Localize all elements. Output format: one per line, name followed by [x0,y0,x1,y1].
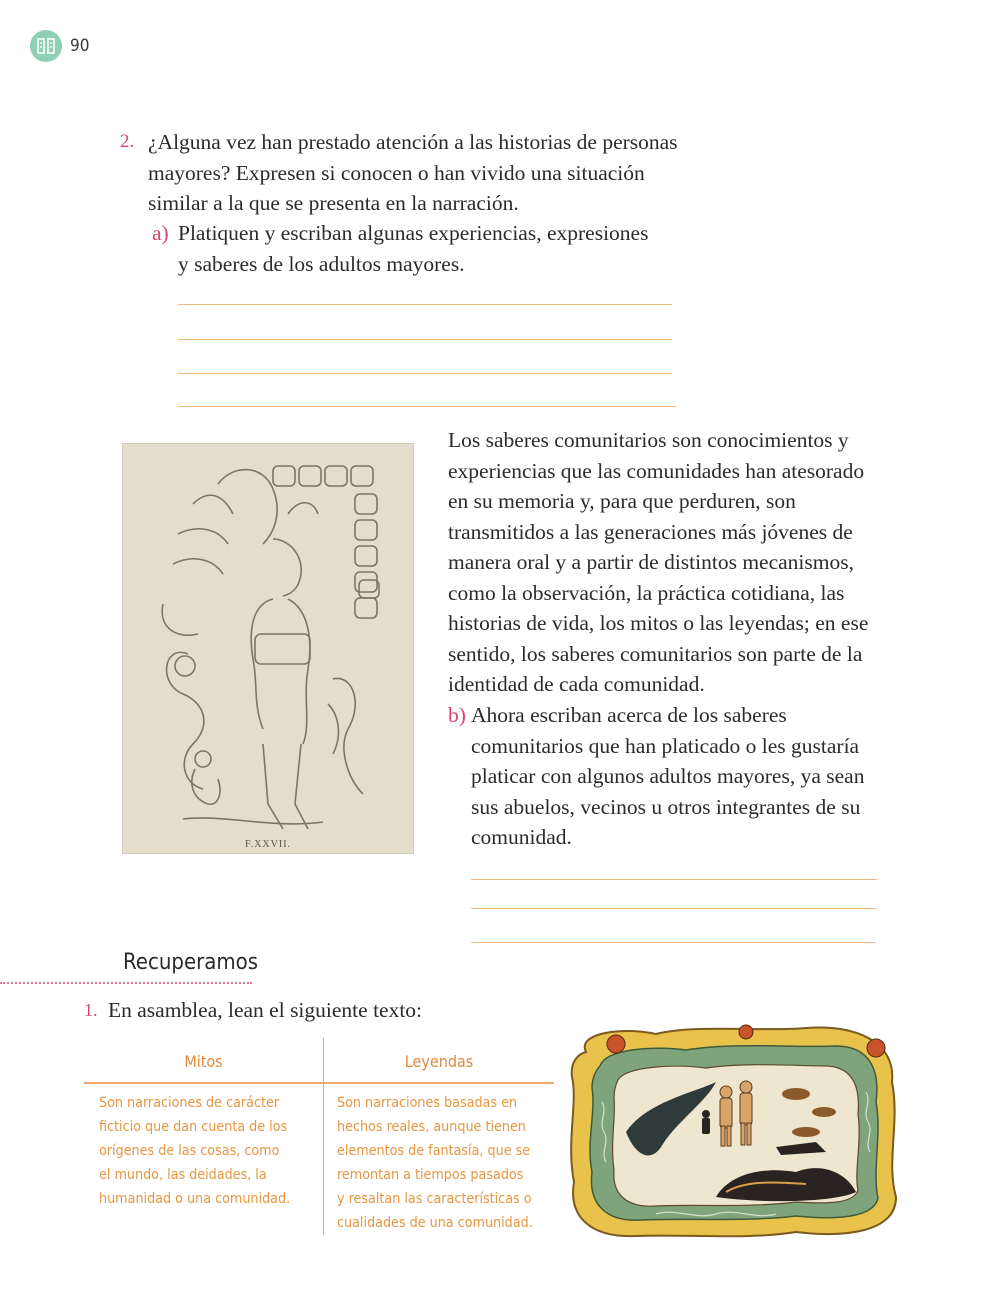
figure-label: F.XXVII. [244,839,292,850]
question-number: 2. [120,131,135,152]
text-line: historias de vida, los mitos o las leyendas; en ese [448,611,869,635]
text-line: como la observación, la práctica cotidiana, las [448,580,845,605]
column-header-mitos: Mitos [184,1052,223,1071]
item-marker: b) [448,703,466,727]
text-line: platicar con algunos adultos mayores, ya sean [471,764,865,788]
text-line: cualidades de una comunidad. [337,1215,533,1231]
answer-line[interactable] [471,879,877,880]
saberes-paragraph [448,425,888,700]
text-line: Son narraciones de carácter [99,1095,280,1111]
text-line: identidad de cada comunidad. [448,672,705,696]
text-line: sus abuelos, vecinos u otros integrantes de su [471,794,861,819]
item-b [448,700,888,853]
item-a [152,218,692,279]
text-line: comunidad. [471,825,572,849]
text-line: En asamblea, lean el siguiente texto: [108,998,423,1022]
page-number: 90 [70,36,90,56]
text-line: humanidad o una comunidad. [99,1191,291,1207]
section-divider [0,982,252,984]
text-line: hechos reales, aunque tienen [337,1119,526,1135]
page-header [30,30,89,62]
leyendas-definition [337,1091,554,1235]
text-line: sentido, los saberes comunitarios son parte de la [448,641,863,666]
text-line: Platiquen y escriban algunas experiencias, expresiones [178,221,649,245]
section-title: Recuperamos [123,950,259,975]
text-line: elementos de fantasía, que se [337,1143,531,1159]
text-line: comunitarios que han platicado o les gustaría [471,733,860,758]
text-line: transmitidos a las generaciones más jóvenes de [448,519,853,544]
book-icon [30,30,62,62]
text-line: orígenes de las cosas, como [99,1143,280,1159]
text-line: ¿Alguna vez han prestado atención a las historias de personas [148,130,678,154]
question-2 [120,127,700,219]
text-line: el mundo, las deidades, la [99,1167,267,1183]
text-line: experiencias que las comunidades han atesorado [448,458,865,483]
question-number: 1. [84,1000,98,1020]
answer-line[interactable] [471,942,876,943]
question-1 [84,995,584,1026]
answer-line[interactable] [471,908,876,909]
answer-line[interactable] [178,373,672,374]
answer-line[interactable] [178,339,672,340]
text-line: manera oral y a partir de distintos mecanismos, [448,550,854,574]
text-line: mayores? Expresen si conocen o han vivido una situación [148,160,645,185]
mitos-definition [99,1091,319,1211]
text-line: Ahora escriban acerca de los saberes [471,703,787,727]
painting-drawing [566,1022,902,1240]
answer-line[interactable] [178,406,676,407]
engraving-drawing [123,444,413,839]
text-line: Los saberes comunitarios son conocimientos y [448,428,849,452]
text-line: y resaltan las características o [337,1191,532,1207]
text-line: Son narraciones basadas en [337,1095,518,1111]
text-line: y saberes de los adultos mayores. [178,251,465,276]
mayan-engraving-illustration [122,443,414,854]
text-line: similar a la que se presenta en la narración. [148,191,519,215]
text-line: ficticio que dan cuenta de los [99,1119,288,1135]
column-header-leyendas: Leyendas [404,1052,474,1071]
header-divider [84,1082,554,1084]
text-line: en su memoria y, para que perduren, son [448,489,796,513]
answer-line[interactable] [178,304,672,305]
mitos-leyendas-table [84,1038,554,1238]
myth-painting-illustration [566,1022,902,1240]
item-marker: a) [152,221,169,245]
text-line: remontan a tiempos pasados [337,1167,524,1183]
